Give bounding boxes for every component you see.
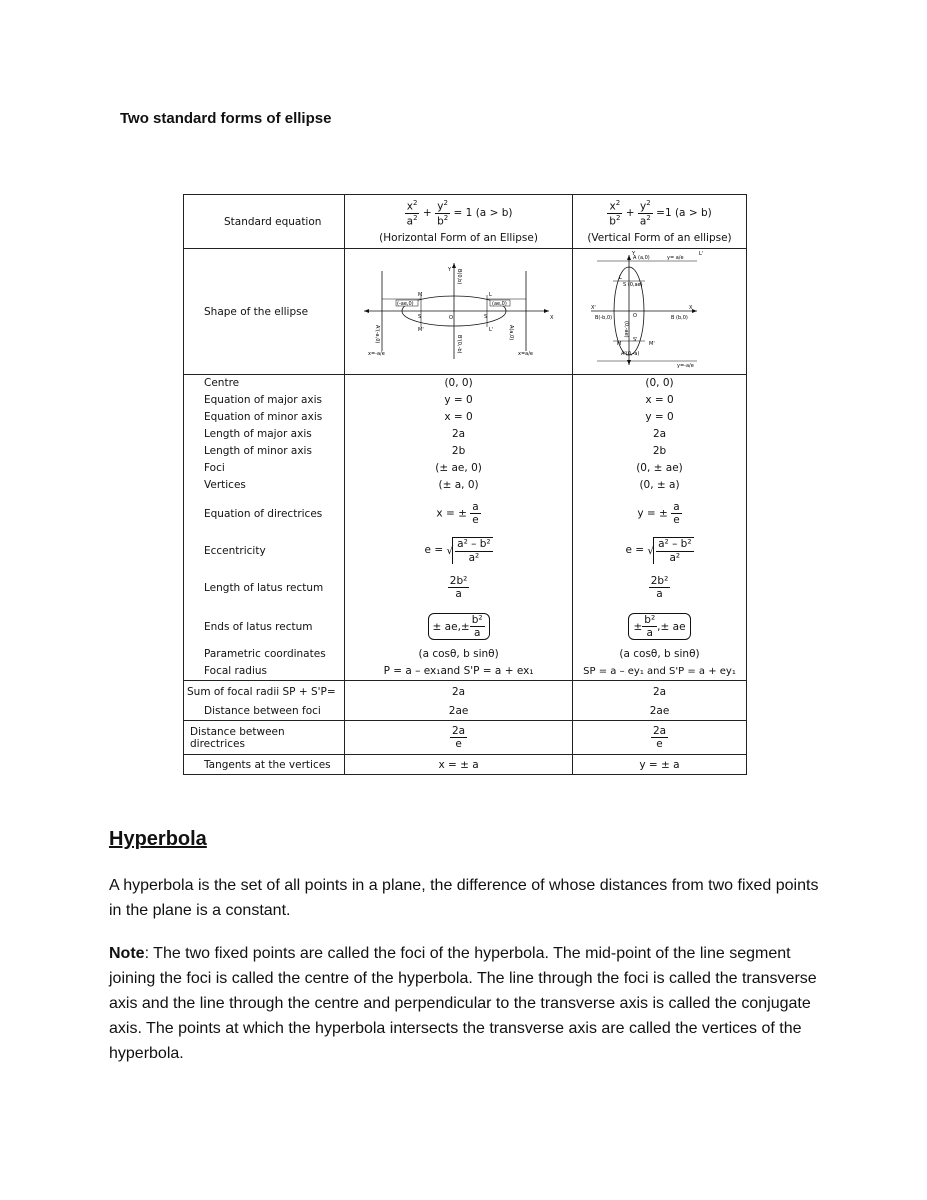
- dist-foci-h: 2ae: [345, 703, 573, 721]
- row-parametric: [184, 646, 747, 663]
- note-label: Note: [109, 945, 145, 962]
- horizontal-form-caption: (Horizontal Form of an Ellipse): [379, 231, 538, 244]
- vertical-form-caption: (Vertical Form of an ellipse): [587, 231, 732, 244]
- row-vertical-value: (0, ± a): [573, 477, 747, 494]
- fig-h-pos-focus: (ae,0): [491, 301, 507, 307]
- fig-v-l1: L': [698, 251, 703, 257]
- fig-h-m1: M': [417, 327, 424, 333]
- fig-h-x: X: [549, 315, 553, 321]
- row-directrices: Equation of directrices x = ± $\frac{a}{e}$ y = ± $\frac{a}{e}$: [184, 494, 747, 534]
- fig-v-m: M: [616, 341, 621, 347]
- dist-dir-label: Distance between directrices: [184, 721, 345, 755]
- latus-label: Length of latus rectum: [184, 568, 345, 608]
- sum-v: 2a: [573, 681, 747, 703]
- row-horizontal-value: (0, 0): [345, 375, 573, 392]
- fig-v-origin: O: [632, 313, 637, 319]
- row-horizontal-value: y = 0: [345, 392, 573, 409]
- fig-v-top-directrix: y= a/e: [666, 255, 684, 261]
- row-label: Vertices: [184, 477, 345, 494]
- table-row: [184, 477, 747, 494]
- fig-v-top-focus: S (0,ae): [622, 282, 643, 288]
- row-ends-latus: Ends of latus rectum ± ae,± $\frac{\text{b²}}{a}$ ± $\frac{\text{b²}}{a}$ ,± ae: [184, 608, 747, 646]
- fig-h-left-vertex: A'(-a,0): [373, 325, 380, 344]
- fig-v-bottom-directrix: y=-a/e: [676, 363, 694, 369]
- fig-h-bottom-vertex: B'(0,-b): [455, 335, 462, 354]
- fig-h-y: Y: [447, 267, 451, 273]
- fig-v-y: Y: [631, 251, 635, 257]
- ellipse-table: [183, 194, 747, 775]
- row-horizontal-value: x = 0: [345, 409, 573, 426]
- table-row: [184, 392, 747, 409]
- row-vertical-value: x = 0: [573, 392, 747, 409]
- fig-v-x: X: [688, 305, 692, 311]
- fig-h-origin: O: [448, 315, 453, 321]
- row-vertical-value: (0, ± ae): [573, 460, 747, 477]
- fig-h-l: L: [488, 292, 492, 298]
- row-label: Foci: [184, 460, 345, 477]
- focal-v: SP = a – ey₁ and S'P = a + ey₁: [573, 663, 747, 681]
- ends-label: Ends of latus rectum: [184, 608, 345, 646]
- row-dist-foci: [184, 703, 747, 721]
- focal-label: Focal radius: [184, 663, 345, 681]
- fig-v-minor: (0,-ae): [622, 321, 629, 338]
- fig-h-right-directrix: x=a/e: [517, 351, 533, 357]
- fig-v-bottom-vertex: A'(0,-a): [620, 351, 639, 357]
- dist-foci-label: Distance between foci: [184, 703, 345, 721]
- row-sum-focal: [184, 681, 747, 703]
- eccentricity-label: Eccentricity: [184, 534, 345, 568]
- fig-v-top-vertex: A (a,0): [632, 255, 650, 261]
- row-focal-radius: [184, 663, 747, 681]
- row-horizontal-value: (± ae, 0): [345, 460, 573, 477]
- param-label: Parametric coordinates: [184, 646, 345, 663]
- row-label: Centre: [184, 375, 345, 392]
- row-horizontal-value: (± a, 0): [345, 477, 573, 494]
- row-label: Equation of major axis: [184, 392, 345, 409]
- row-label: Equation of minor axis: [184, 409, 345, 426]
- standard-equation-vertical: $\frac{x^2}{b^2}$ + $\frac{y^2}{a^2}$ =1 (a > b) (Vertical Form of an ellipse): [573, 195, 747, 249]
- note-text: : The two fixed points are called the foci of the hyperbola. The mid-point of the line segment joining the foci is called the centre of the hyperbola. The line through the foci is called the transverse axis and the line through the centre and perpendicular to the transverse axis is called the conjugate axis. The points at which the hyperbola intersects the transverse axis are called the vertices of the hyperbola.: [109, 945, 817, 1062]
- sum-label: Sum of focal radii SP + S'P=: [184, 681, 345, 703]
- table-row: [184, 426, 747, 443]
- fig-h-top-vertex: B(0,b): [455, 269, 462, 285]
- fig-v-left-vertex: B(-b,0): [594, 315, 612, 321]
- param-v: (a cosθ, b sinθ): [573, 646, 747, 663]
- fig-h-right-vertex: A(a,0): [507, 325, 514, 341]
- hyperbola-definition: A hyperbola is the set of all points in a plane, the difference of whose distances from two fixed points in the plane is a constant.: [109, 877, 819, 919]
- tangents-label: Tangents at the vertices: [184, 755, 345, 775]
- standard-equation-horizontal: $\frac{x^2}{a^2}$ + $\frac{y^2}{b^2}$ = 1 (a > b) (Horizontal Form of an Ellipse): [345, 195, 573, 249]
- dist-foci-v: 2ae: [573, 703, 747, 721]
- fig-h-s: S: [483, 314, 487, 320]
- tangents-v: y = ± a: [573, 755, 747, 775]
- fig-h-m: M: [417, 292, 422, 298]
- hyperbola-heading: Hyperbola: [109, 828, 207, 850]
- row-vertical-value: (0, 0): [573, 375, 747, 392]
- table-row: [184, 443, 747, 460]
- focal-h: P = a – ex₁and S'P = a + ex₁: [345, 663, 573, 681]
- shape-label: Shape of the ellipse: [184, 249, 345, 375]
- row-dist-directrices: Distance between directrices $\frac{2a}{e}$ $\frac{2a}{e}$: [184, 721, 747, 755]
- fig-v-right-vertex: B (b,0): [670, 315, 688, 321]
- fig-v-m1: M': [648, 341, 655, 347]
- standard-equation-label: Standard equation: [184, 195, 345, 249]
- hyperbola-note: [109, 941, 819, 1066]
- param-h: (a cosθ, b sinθ): [345, 646, 573, 663]
- fig-v-l: L: [618, 275, 622, 281]
- tangents-h: x = ± a: [345, 755, 573, 775]
- row-horizontal-value: 2b: [345, 443, 573, 460]
- row-shape: [184, 249, 747, 375]
- row-label: Length of minor axis: [184, 443, 345, 460]
- fig-h-s1: S: [417, 314, 421, 320]
- fig-v-x1: X': [590, 305, 596, 311]
- row-standard-equation: [184, 195, 747, 249]
- row-horizontal-value: 2a: [345, 426, 573, 443]
- row-vertical-value: 2b: [573, 443, 747, 460]
- sum-h: 2a: [345, 681, 573, 703]
- horizontal-ellipse-diagram: [354, 251, 564, 369]
- fig-v-s1: S': [632, 337, 638, 343]
- fig-h-l1: L': [488, 327, 493, 333]
- section-title: Two standard forms of ellipse: [120, 110, 332, 127]
- fig-h-left-directrix: x=-a/e: [367, 351, 385, 357]
- row-latus-rectum: Length of latus rectum $\frac{\text{2b²}}{a}$ $\frac{\text{2b²}}{a}$: [184, 568, 747, 608]
- table-row: [184, 409, 747, 426]
- row-vertical-value: y = 0: [573, 409, 747, 426]
- row-label: Length of major axis: [184, 426, 345, 443]
- vertical-ellipse-diagram: [577, 251, 743, 369]
- row-eccentricity: Eccentricity e = √ $\frac{\text{a² – b²}}{\text{a²}}$ e = √ $\frac{\text{a² – b²}}{\text{a²}}$: [184, 534, 747, 568]
- row-tangents: [184, 755, 747, 775]
- table-row: [184, 460, 747, 477]
- fig-h-neg-focus: (-ae,0): [396, 301, 414, 307]
- table-row: [184, 375, 747, 392]
- row-vertical-value: 2a: [573, 426, 747, 443]
- directrices-label: Equation of directrices: [184, 494, 345, 534]
